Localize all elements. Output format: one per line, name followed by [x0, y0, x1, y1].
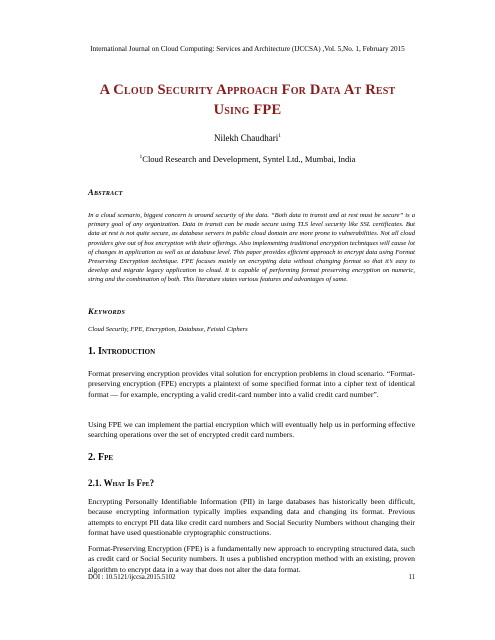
abstract-heading: Abstract: [88, 187, 123, 197]
page-number: 11: [408, 574, 415, 581]
title-line-1: A Cloud Security Approach For Data At Rest: [99, 82, 396, 98]
section-2-1-paragraph-2: Format-Preserving Encryption (FPE) is a fundamentally new approach to encrypting structured data, such as credit card or Social Security numbers. It uses a published encryption method with an existing, proven algorithm to encrypt data in a way that does not alter the data format.: [88, 544, 415, 574]
footer-doi: DOI : 10.5121/ijccsa.2015.5102: [88, 574, 176, 581]
keywords-heading: Keywords: [88, 306, 126, 316]
section-1-paragraph-1: Format preserving encryption provides vital solution for encryption problems in cloud scenario. “Format-preserving encryption (FPE) encrypts a plaintext of some specified format into a cipher text of identical format — for example, encrypting a valid credit-card number into a valid credit card number”.: [88, 369, 415, 399]
keywords-body: Cloud Security, FPE, Encryption, Database, Feistal Ciphers: [88, 326, 248, 333]
section-2-heading: 2. Fpe: [88, 452, 114, 463]
running-head: International Journal on Cloud Computing: Services and Architecture (IJCCSA) ,Vol. 5,No. 1, February 2015: [90, 45, 405, 53]
abstract-body: In a cloud scenario, biggest concern is around security of the data. “Both data in transit and at rest must be secure” is a primary goal of any organization. Data in transit can be made secure using TLS level security like SSL certificates. But data at rest is not quite secure, as database servers in public cloud domain are more prone to vulnerabilities. Not all cloud providers give out of box encryption with their offerings. Also implementing traditional encryption techniques will cause lot of changes in application as well as at database level. This paper provides efficient approach to encrypt data using Format Preserving Encryption technique. FPE focuses mainly on encrypting data without changing format so that it’s easy to develop and migrate legacy application to cloud. It is capable of performing format preserving encryption on numeric, string and the combination of both. This literature states various features and advantages of same.: [88, 212, 415, 284]
affiliation-text: Cloud Research and Development, Syntel Ltd., Mumbai, India: [142, 154, 356, 164]
author-name: Nilekh Chaudhari: [214, 133, 279, 143]
title-line-2: Using FPE: [213, 102, 282, 118]
section-2-1-heading: 2.1. What Is Fpe?: [88, 478, 155, 488]
author-marker: 1: [278, 133, 281, 139]
paper-title: [40, 80, 455, 120]
section-2-1-paragraph-1: Encrypting Personally Identifiable Information (PII) in large databases has historically been difficult, because encrypting information typically implies expanding data and changing its format. Previous attempts to encrypt PII data like credit card numbers and Social Security Numbers without changing their format have used questionable cryptographic constructions.: [88, 497, 415, 538]
affiliation: [0, 154, 495, 164]
section-1-paragraph-2: Using FPE we can implement the partial encryption which will eventually help us in performing effective searching operations over the set of encrypted credit card numbers.: [88, 420, 415, 440]
section-1-heading: 1. Introduction: [88, 346, 156, 357]
affiliation-marker: 1: [139, 154, 143, 161]
author: [0, 133, 495, 143]
